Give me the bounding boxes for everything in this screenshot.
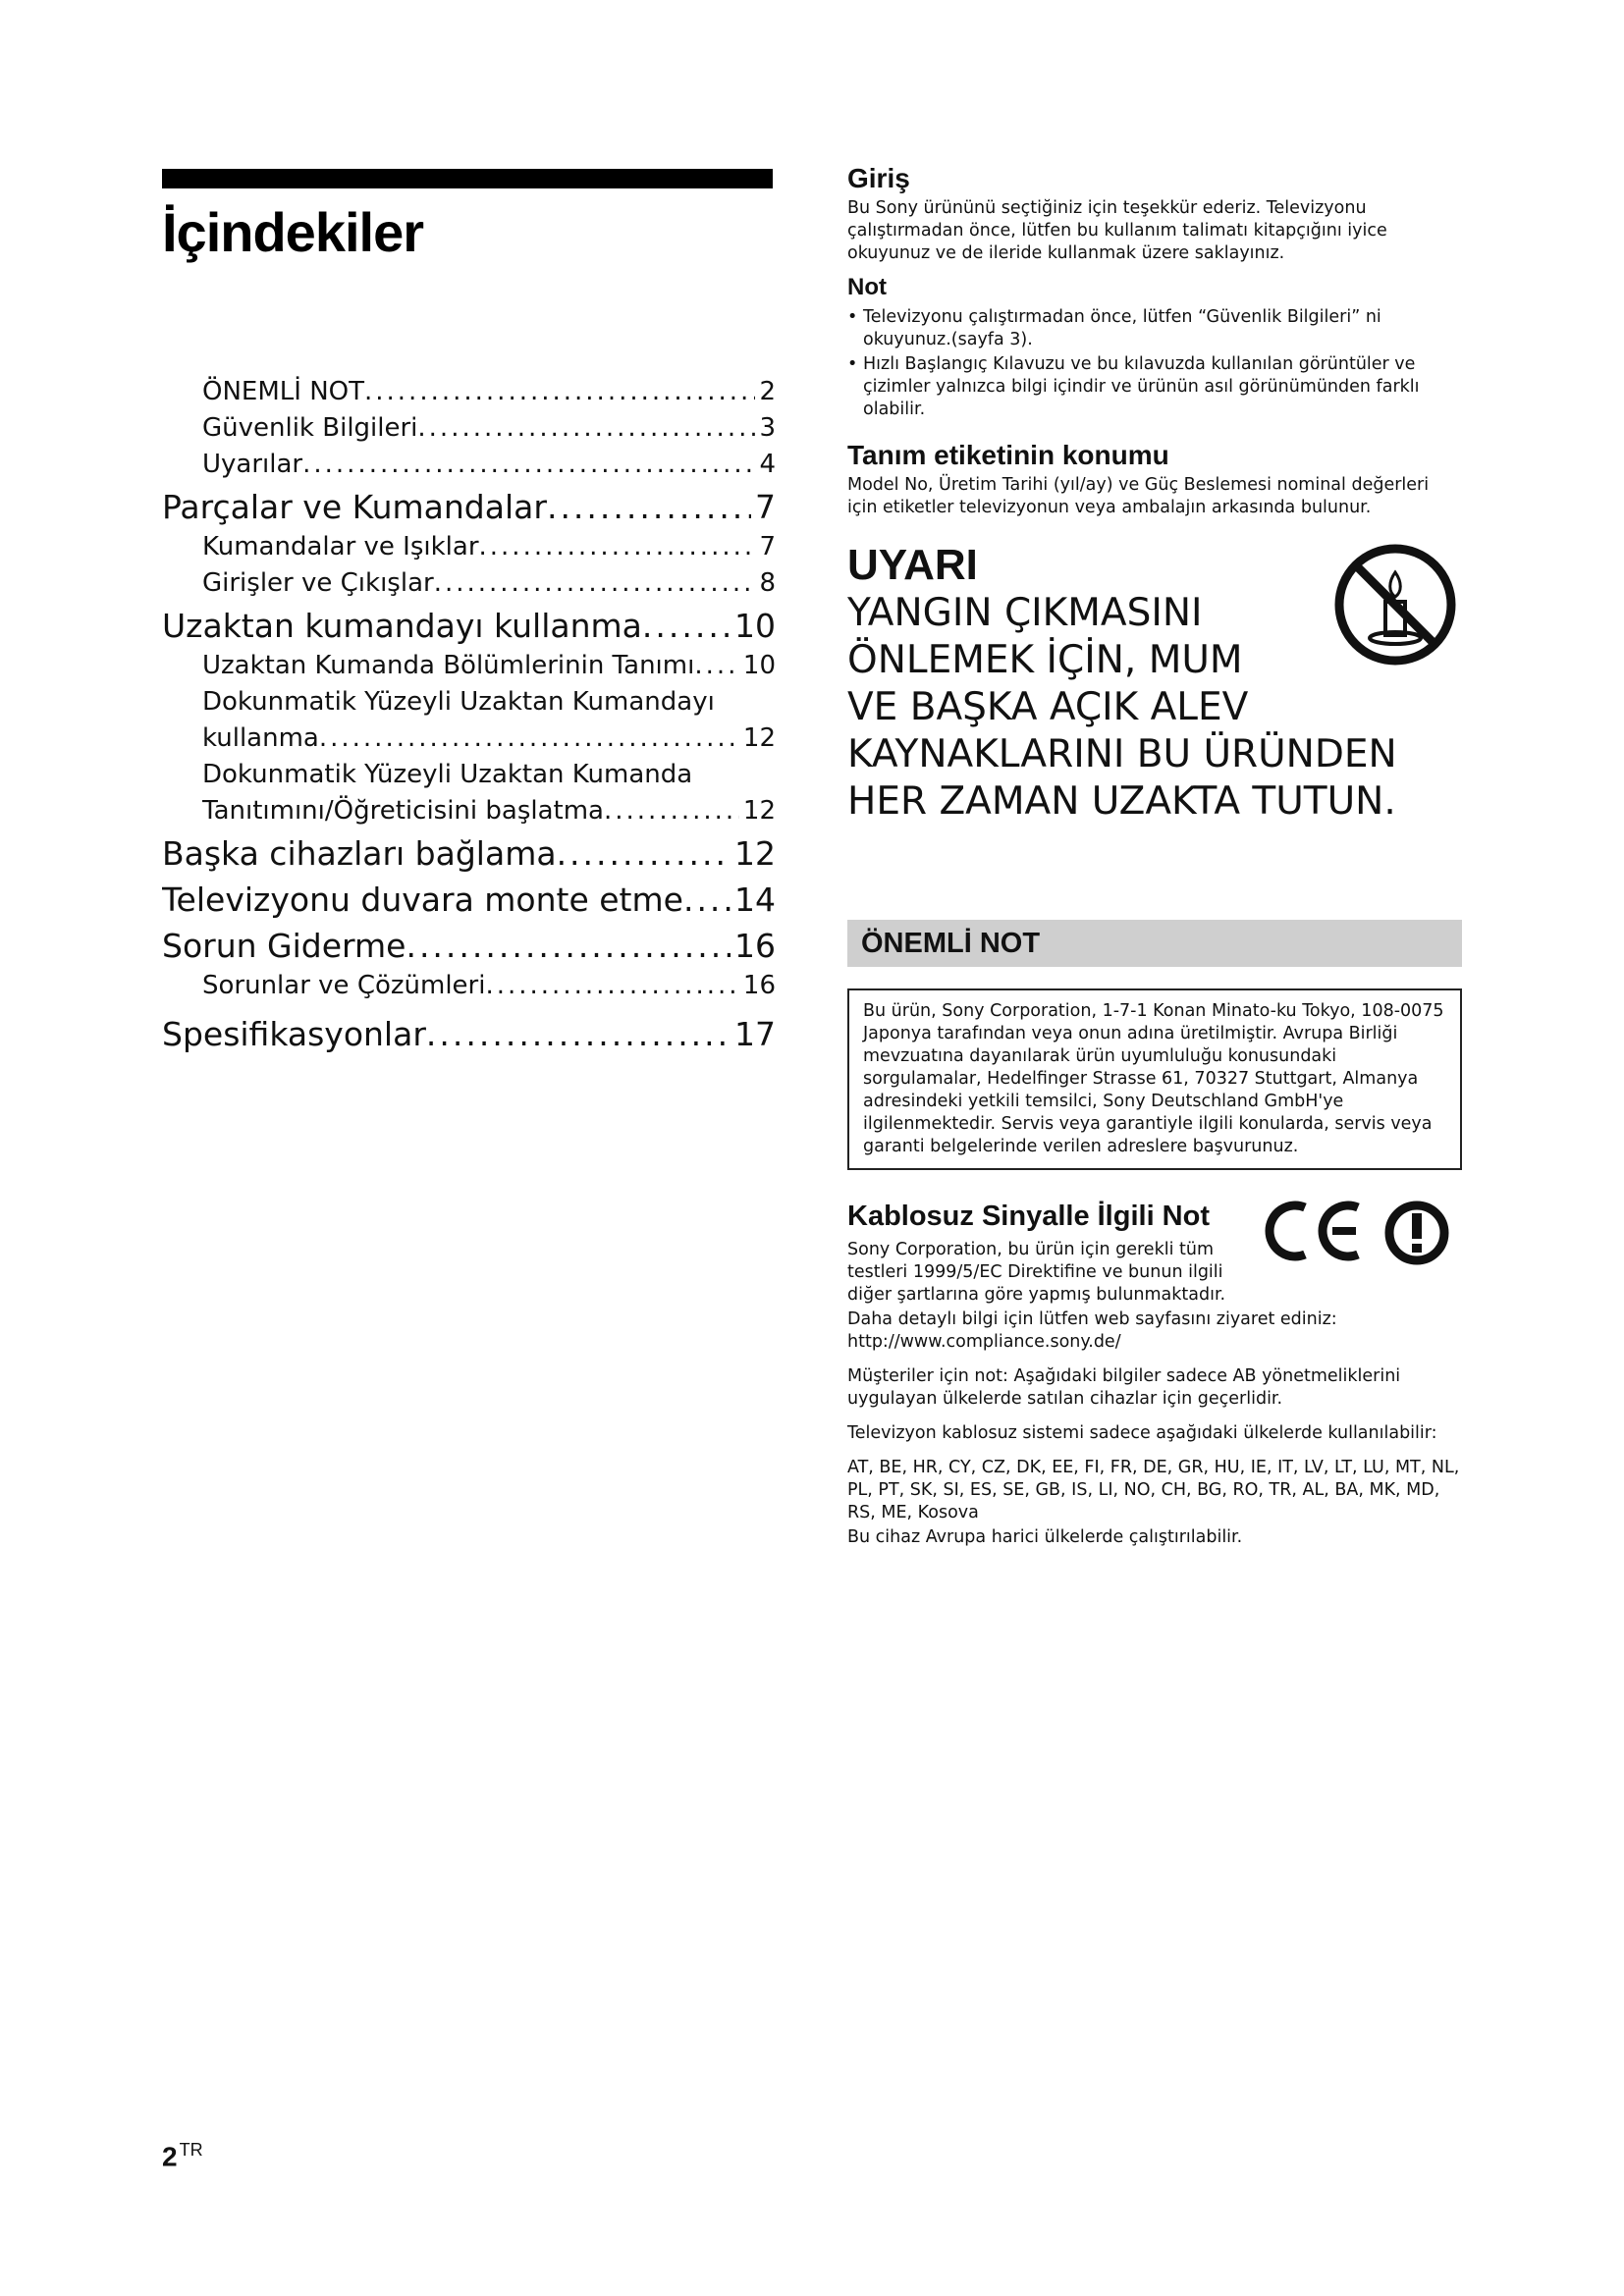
toc-entry-page: 8 xyxy=(759,568,776,598)
toc-entry-label-line2: kullanma xyxy=(202,723,319,753)
wireless-heading: Kablosuz Sinyalle İlgili Not xyxy=(847,1201,1210,1232)
toc-entry-label: Uyarılar xyxy=(202,450,303,479)
note-heading: Not xyxy=(847,274,887,300)
warning-title: UYARI xyxy=(847,541,978,589)
important-note-box xyxy=(847,988,1462,1170)
toc-entry[interactable] xyxy=(162,648,776,684)
toc-section[interactable] xyxy=(162,1012,776,1056)
page-number-value: 2 xyxy=(162,2141,178,2172)
toc-entry-label: Uzaktan Kumanda Bölümlerinin Tanımı xyxy=(202,651,695,680)
toc-section-page: 14 xyxy=(734,881,776,919)
toc-leader-dots xyxy=(434,565,756,602)
toc-section-page: 12 xyxy=(734,834,776,873)
intro-heading: Giriş xyxy=(847,163,910,193)
alert-icon xyxy=(1383,1200,1450,1266)
ce-mark-icon xyxy=(1260,1198,1366,1264)
toc-entry[interactable] xyxy=(162,565,776,602)
toc-section-page: 17 xyxy=(734,1015,776,1053)
toc-section-label: Parçalar ve Kumandalar xyxy=(162,488,547,526)
no-open-flame-icon xyxy=(1333,543,1457,667)
toc-section[interactable] xyxy=(162,924,776,968)
toc-leader-dots xyxy=(426,1012,731,1056)
toc-leader-dots xyxy=(642,604,731,648)
toc-entry-page: 16 xyxy=(742,971,776,1000)
toc-entry-label-line1: Dokunmatik Yüzeyli Uzaktan Kumanda xyxy=(202,760,693,789)
toc-leader-dots xyxy=(319,721,739,757)
toc-section[interactable] xyxy=(162,485,776,529)
table-of-contents xyxy=(162,169,776,1056)
toc-entry-page: 12 xyxy=(742,796,776,826)
label-location-text: Model No, Üretim Tarihi (yıl/ay) ve Güç Beslemesi nominal değerleri için etiketler televizyonun veya ambalajın arkasında bulunur. xyxy=(847,475,1430,517)
intro-text: Bu Sony ürününü seçtiğiniz için teşekkür ederiz. Televizyonu çalıştırmadan önce, lütfen bu kullanım talimatı kitapçığını iyice okuyunuz ve de ileride kullanmak üzere saklayınız. xyxy=(847,198,1387,263)
warning-text: YANGIN ÇIKMASINI ÖNLEMEK İÇİN, MUM VE BAŞKA AÇIK ALEV KAYNAKLARINI BU ÜRÜNDEN HER ZAMAN UZAKTA TUTUN. xyxy=(847,591,1397,824)
wireless-paragraph-4: Televizyon kablosuz sistemi sadece aşağıdaki ülkelerde kullanılabilir: xyxy=(847,1423,1437,1443)
toc-entry[interactable] xyxy=(162,968,776,1004)
toc-section[interactable] xyxy=(162,604,776,648)
toc-entry[interactable] xyxy=(162,410,776,447)
toc-entry-label-line1: Dokunmatik Yüzeyli Uzaktan Kumandayı xyxy=(202,687,715,717)
toc-leader-dots xyxy=(547,485,751,529)
toc-entry[interactable] xyxy=(162,529,776,565)
important-note-heading: ÖNEMLİ NOT xyxy=(847,920,1462,967)
note-item: • Hızlı Başlangıç Kılavuzu ve bu kılavuzda kullanılan görüntüler ve çizimler yalnızca bilgi içindir ve ürünün asıl görünümünden farklı olabilir. xyxy=(847,353,1461,421)
toc-entry-page: 4 xyxy=(759,450,776,479)
toc-entry[interactable] xyxy=(162,447,776,483)
wireless-section xyxy=(847,1198,1461,1549)
toc-section-page: 7 xyxy=(755,488,776,526)
toc-section-label: Başka cihazları bağlama xyxy=(162,834,557,873)
toc-entry-page: 7 xyxy=(759,532,776,561)
toc-entry[interactable] xyxy=(162,374,776,410)
note-item: • Televizyonu çalıştırmadan önce, lütfen “Güvenlik Bilgileri” ni okuyunuz.(sayfa 3). xyxy=(847,306,1461,351)
toc-section[interactable] xyxy=(162,831,776,876)
toc-entry-label: Kumandalar ve Işıklar xyxy=(202,532,479,561)
toc-leader-dots xyxy=(557,831,731,876)
country-list: AT, BE, HR, CY, CZ, DK, EE, FI, FR, DE, GR, HU, IE, IT, LV, LT, LU, MT, NL, PL, PT, SK, SI, ES, SE, GB, IS, LI, NO, CH, BG, RO, TR, AL, BA, MK, MD, RS, ME, Kosova xyxy=(847,1458,1460,1522)
note-list xyxy=(847,306,1461,421)
toc-entry-label: ÖNEMLİ NOT xyxy=(202,377,364,406)
toc-entry-label: Güvenlik Bilgileri xyxy=(202,413,418,443)
toc-entry-page: 2 xyxy=(759,377,776,406)
toc-leader-dots xyxy=(694,648,739,684)
wireless-paragraph-1: Sony Corporation, bu ürün için gerekli tüm testleri 1999/5/EC Direktifine ve bunun ilgili diğer şartlarına göre yapmış bulunmaktadır. xyxy=(847,1240,1226,1305)
toc-section-label: Spesifikasyonlar xyxy=(162,1015,426,1053)
toc-entry[interactable] xyxy=(162,684,776,757)
toc-entry-page: 10 xyxy=(742,651,776,680)
toc-section[interactable] xyxy=(162,878,776,922)
toc-leader-dots xyxy=(479,529,756,565)
toc-leader-dots xyxy=(364,374,755,410)
toc-section-page: 16 xyxy=(734,927,776,965)
toc-leader-dots xyxy=(683,878,731,922)
toc-leader-dots xyxy=(604,793,739,829)
toc-entry-page: 3 xyxy=(759,413,776,443)
toc-section-label: Uzaktan kumandayı kullanma xyxy=(162,607,642,645)
page-number xyxy=(162,2140,203,2172)
page-language-suffix: TR xyxy=(179,2140,203,2160)
toc-entry-label: Sorunlar ve Çözümleri xyxy=(202,971,486,1000)
toc-entry[interactable] xyxy=(162,757,776,829)
toc-leader-dots xyxy=(406,924,731,968)
content-column xyxy=(847,162,1461,1551)
label-location-heading: Tanım etiketinin konumu xyxy=(847,440,1169,470)
important-note-text: Bu ürün, Sony Corporation, 1-7-1 Konan Minato-ku Tokyo, 108-0075 Japonya tarafından veya onun adına üretilmiştir. Avrupa Birliği mevzuatına dayanılarak ürün uyumluluğu konusundaki sorgulamalar, Hedelfinger Strasse 61, 70327 Stuttgart, Almanya adresindeki yetkili temsilci, Sony Deutschland GmbH'ye ilgilenmektedir. Servis veya garantiyle ilgili konularda, servis veya garanti belgelerinde verilen adreslere başvurunuz. xyxy=(863,1001,1444,1156)
toc-entry-label: Girişler ve Çıkışlar xyxy=(202,568,434,598)
toc-header-bar xyxy=(162,169,773,188)
wireless-paragraph-3: Müşteriler için not: Aşağıdaki bilgiler sadece AB yönetmeliklerini uygulayan ülkelerde satılan cihazlar için geçerlidir. xyxy=(847,1366,1401,1409)
toc-list xyxy=(162,374,776,1056)
toc-section-page: 10 xyxy=(734,607,776,645)
wireless-paragraph-2: Daha detaylı bilgi için lütfen web sayfasını ziyaret ediniz: http://www.compliance.sony.de/ xyxy=(847,1309,1337,1352)
toc-section-label: Sorun Giderme xyxy=(162,927,406,965)
toc-leader-dots xyxy=(302,447,755,483)
toc-entry-label-line2: Tanıtımını/Öğreticisini başlatma xyxy=(202,796,604,826)
toc-entry-page: 12 xyxy=(742,723,776,753)
wireless-paragraph-6: Bu cihaz Avrupa harici ülkelerde çalıştırılabilir. xyxy=(847,1527,1243,1547)
toc-title: İçindekiler xyxy=(162,201,424,263)
toc-leader-dots xyxy=(485,968,738,1004)
toc-leader-dots xyxy=(417,410,755,447)
toc-section-label: Televizyonu duvara monte etme xyxy=(162,881,683,919)
fire-warning xyxy=(847,541,1461,826)
